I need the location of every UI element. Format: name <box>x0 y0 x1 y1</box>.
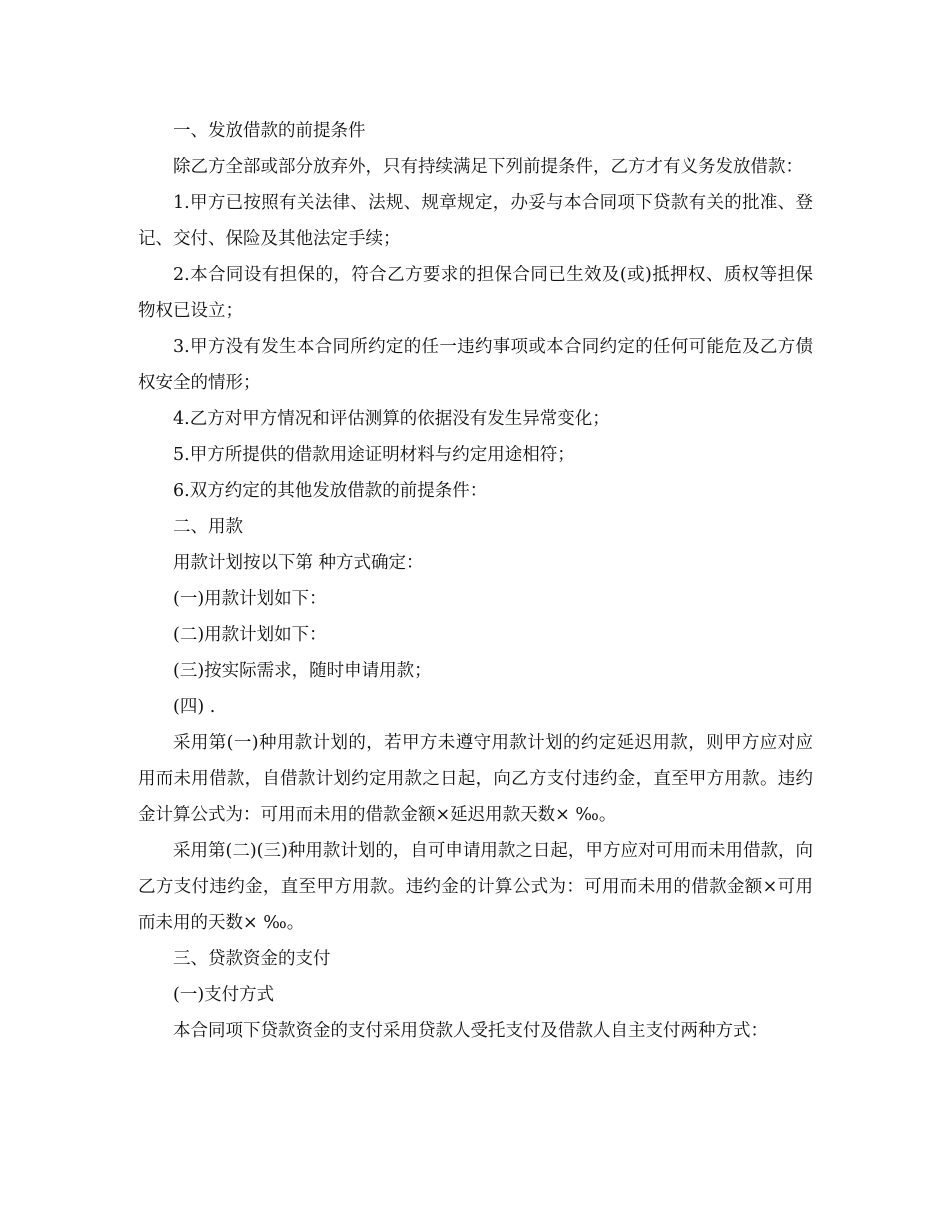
list-item: (三)按实际需求，随时申请用款； <box>173 661 432 681</box>
list-item: 5.甲方所提供的借款用途证明材料与约定用途相符； <box>173 445 575 465</box>
list-item: (一)用款计划如下： <box>173 589 327 609</box>
section-heading-3: 三、贷款资金的支付 <box>173 949 331 969</box>
list-item: 6.双方约定的其他发放借款的前提条件： <box>173 481 488 501</box>
paragraph: 除乙方全部或部分放弃外，只有持续满足下列前提条件，乙方才有义务发放借款： <box>173 157 803 177</box>
section-heading-1: 一、发放借款的前提条件 <box>173 121 366 141</box>
paragraph: 用款计划按以下第 种方式确定： <box>173 553 424 573</box>
paragraph: 采用第(二)(三)种用款计划的，自可申请用款之日起，甲方应对可用而未用借款，向乙方支付违约金，直至甲方用款。违约金的计算公式为：可用而未用的借款金额×可用而未用的天数× ‰。 <box>138 841 813 933</box>
paragraph: 本合同项下贷款资金的支付采用贷款人受托支付及借款人自主支付两种方式： <box>173 1021 768 1041</box>
list-item: 4.乙方对甲方情况和评估测算的依据没有发生异常变化； <box>173 409 610 429</box>
list-item: (四) . <box>173 697 216 717</box>
paragraph: 采用第(一)种用款计划的，若甲方未遵守用款计划的约定延迟用款，则甲方应对应用而未用借款，自借款计划约定用款之日起，向乙方支付违约金，直至甲方用款。违约金计算公式为：可用而未用的借款金额×延迟用款天数× ‰。 <box>138 733 813 825</box>
list-item: 1.甲方已按照有关法律、法规、规章规定，办妥与本合同项下贷款有关的批准、登记、交付、保险及其他法定手续； <box>138 193 813 249</box>
document-body <box>138 113 813 1049</box>
section-heading-2: 二、用款 <box>173 517 243 537</box>
subsection-heading: (一)支付方式 <box>173 985 275 1005</box>
list-item: 3.甲方没有发生本合同所约定的任一违约事项或本合同约定的任何可能危及乙方债权安全的情形； <box>138 337 813 393</box>
list-item: (二)用款计划如下： <box>173 625 327 645</box>
list-item: 2.本合同设有担保的，符合乙方要求的担保合同已生效及(或)抵押权、质权等担保物权已设立； <box>138 265 813 321</box>
